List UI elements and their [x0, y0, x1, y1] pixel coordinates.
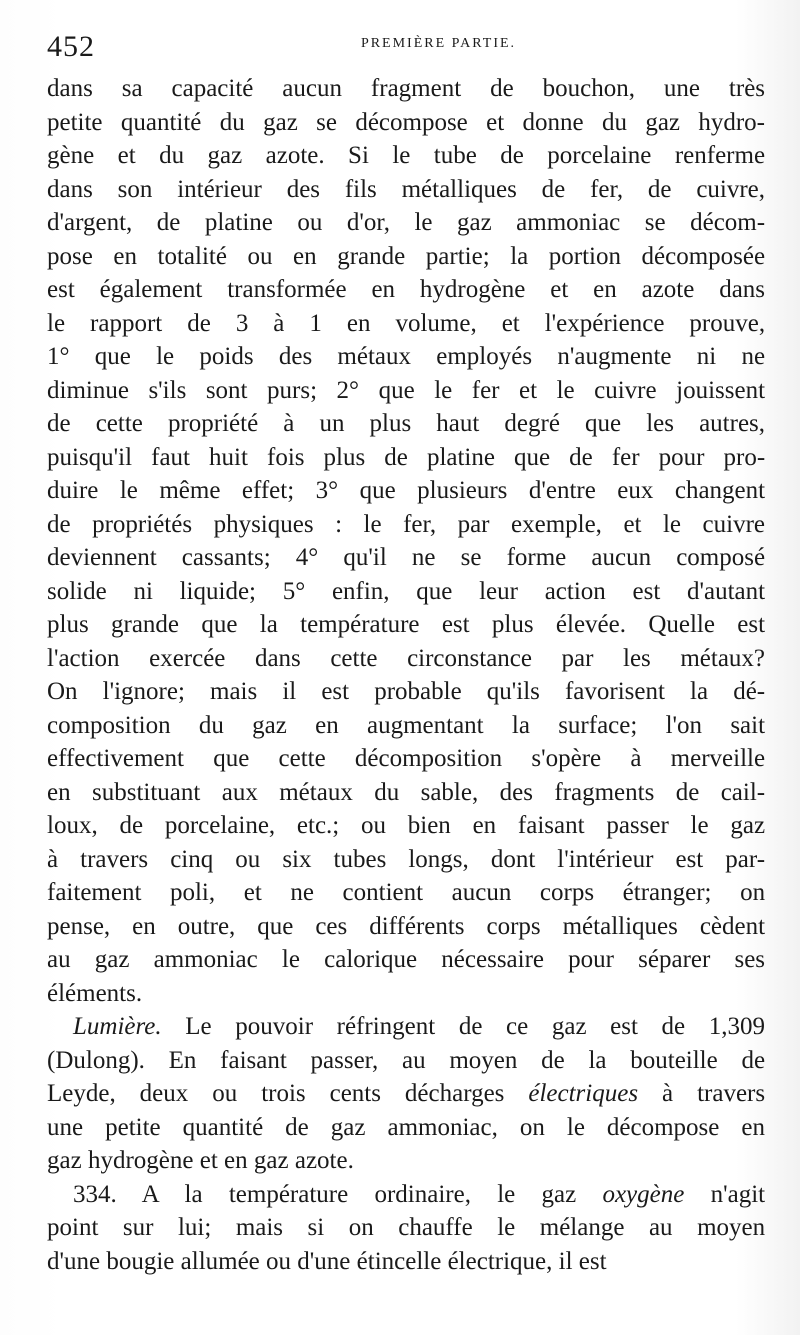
paragraph — [47, 72, 765, 1010]
text-line: solide ni liquide; 5° enfin, que leur action est d'autant — [47, 577, 765, 605]
text-line: On l'ignore; mais il est probable qu'ils favorisent la dé- — [47, 678, 765, 705]
text-line: petite quantité du gaz se décompose et donne du gaz hydro- — [47, 108, 765, 136]
text-line: de propriétés physiques : le fer, par exemple, et le cuivre — [47, 510, 765, 538]
text-line: éléments. — [47, 979, 143, 1007]
text-line: une petite quantité de gaz ammoniac, on le décompose en — [47, 1113, 765, 1141]
body-text — [47, 72, 765, 1278]
text-line: pense, en outre, que ces différents corps métalliques cèdent — [47, 912, 765, 940]
text-line: effectivement que cette décomposition s'opère à merveille — [47, 745, 765, 772]
text-line: dans son intérieur des fils métalliques de fer, de cuivre, — [47, 175, 765, 203]
text-line: le rapport de 3 à 1 en volume, et l'expérience prouve, — [47, 309, 765, 337]
text-line: deviennent cassants; 4° qu'il ne se forme aucun composé — [47, 544, 765, 571]
text-line: 334. A la température ordinaire, le gaz oxygène n'agit — [73, 1180, 765, 1208]
text-line: faitement poli, et ne contient aucun corps étranger; on — [47, 879, 765, 906]
text-line: diminue s'ils sont purs; 2° que le fer et le cuivre jouissent — [47, 376, 765, 404]
text-line: Lumière. Le pouvoir réfringent de ce gaz est de 1,309 — [73, 1013, 765, 1040]
text-line: l'action exercée dans cette circonstance par les métaux? — [47, 644, 765, 672]
text-line: d'une bougie allumée ou d'une étincelle électrique, il est — [47, 1247, 607, 1275]
text-line: duire le même effet; 3° que plusieurs d'entre eux changent — [47, 477, 765, 504]
page-number: 452 — [47, 30, 95, 63]
text-line: plus grande que la température est plus élevée. Quelle est — [47, 611, 765, 638]
running-head: PREMIÈRE PARTIE. — [360, 36, 517, 51]
text-line: Leyde, deux ou trois cents décharges électriques à travers — [47, 1080, 765, 1107]
text-line: dans sa capacité aucun fragment de bouchon, une très — [47, 75, 765, 102]
page-header — [47, 30, 770, 70]
paragraph — [47, 1010, 765, 1178]
text-line: composition du gaz en augmentant la surface; l'on sait — [47, 711, 765, 739]
text-line: gaz hydrogène et en gaz azote. — [47, 1147, 354, 1174]
text-line: à travers cinq ou six tubes longs, dont l'intérieur est par- — [47, 845, 765, 873]
text-line: puisqu'il faut huit fois plus de platine que de fer pour pro- — [47, 443, 765, 471]
text-line: est également transformée en hydrogène et en azote dans — [47, 276, 765, 303]
text-line: pose en totalité ou en grande partie; la portion décomposée — [47, 242, 765, 270]
text-line: (Dulong). En faisant passer, au moyen de la bouteille de — [47, 1046, 765, 1074]
text-line: 1° que le poids des métaux employés n'augmente ni ne — [47, 343, 765, 370]
text-line: au gaz ammoniac le calorique nécessaire pour séparer ses — [47, 946, 765, 973]
text-line: de cette propriété à un plus haut degré que les autres, — [47, 410, 765, 437]
text-line: gène et du gaz azote. Si le tube de porcelaine renferme — [47, 142, 765, 169]
text-line: en substituant aux métaux du sable, des fragments de cail- — [47, 778, 765, 806]
text-line: loux, de porcelaine, etc.; ou bien en faisant passer le gaz — [47, 812, 765, 839]
text-line: point sur lui; mais si on chauffe le mélange au moyen — [47, 1214, 765, 1241]
paragraph — [47, 1178, 765, 1279]
text-line: d'argent, de platine ou d'or, le gaz ammoniac se décom- — [47, 209, 765, 236]
